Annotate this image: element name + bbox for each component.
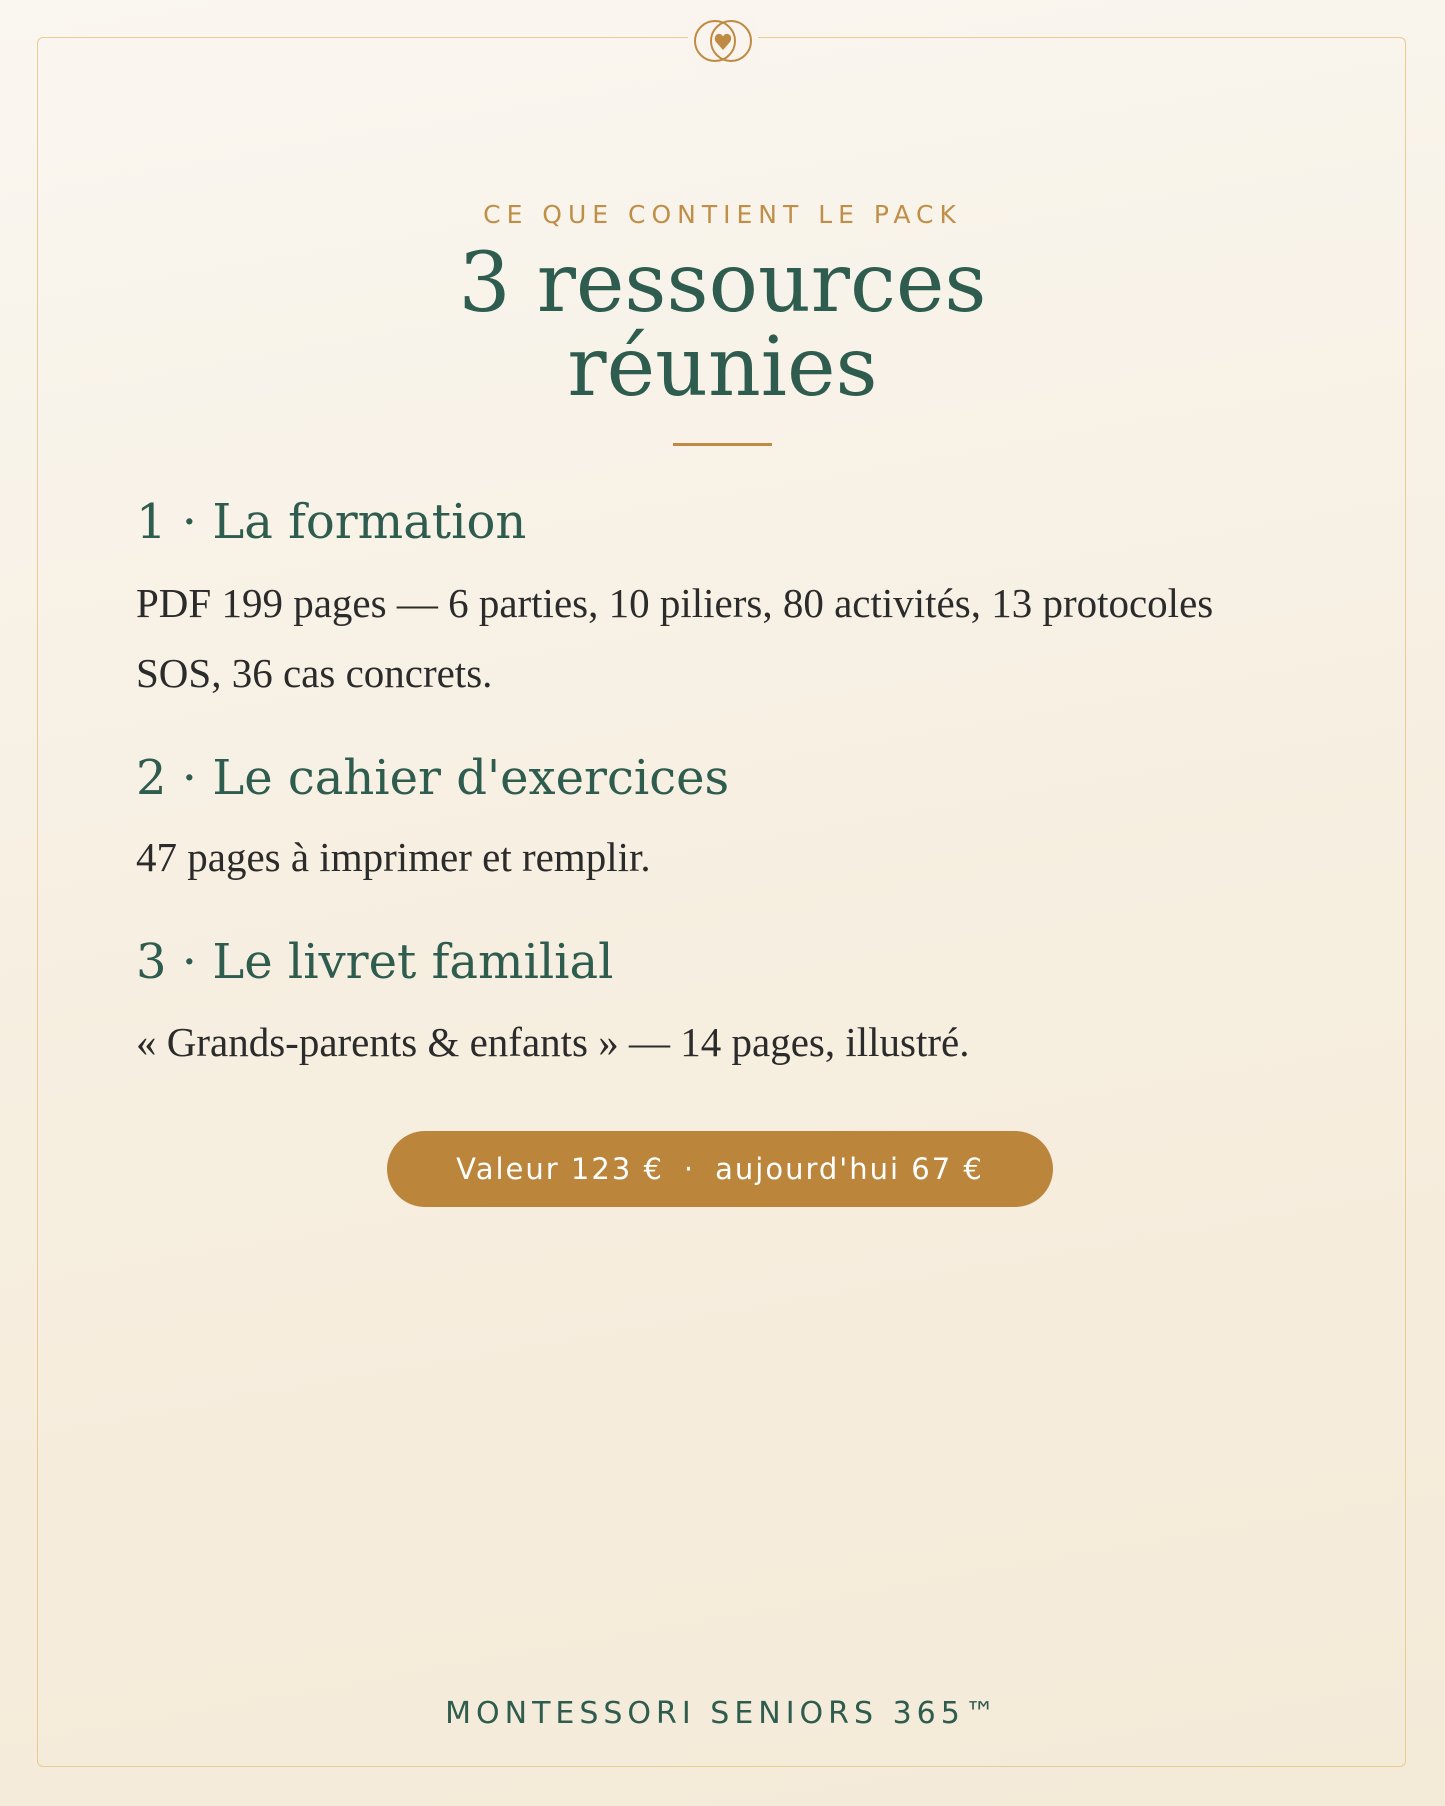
item-description-cahier: 47 pages à imprimer et remplir.	[136, 834, 651, 880]
price-today-label: aujourd'hui 67 €	[715, 1152, 984, 1186]
page-title-line-1: 3 ressources	[458, 236, 987, 331]
page-title-line-2: réunies	[567, 320, 878, 415]
price-button[interactable]	[387, 1131, 1053, 1207]
title-divider	[673, 443, 772, 446]
price-separator: ·	[683, 1152, 696, 1186]
item-description-livret: « Grands-parents & enfants » — 14 pages, illustré.	[136, 1019, 970, 1065]
item-title-livret: 3 · Le livret familial	[136, 934, 614, 990]
item-description-formation: PDF 199 pages — 6 parties, 10 piliers, 80 activités, 13 protocoles SOS, 36 cas concrets.	[136, 580, 1214, 696]
price-value-label: Valeur 123 €	[456, 1152, 664, 1186]
item-title-cahier: 2 · Le cahier d'exercices	[136, 750, 730, 806]
interlocked-rings-heart-icon	[688, 16, 758, 66]
item-title-formation: 1 · La formation	[136, 494, 527, 550]
brand-footer: MONTESSORI SENIORS 365™	[445, 1696, 1000, 1731]
page-title	[0, 236, 1445, 415]
section-eyebrow: CE QUE CONTIENT LE PACK	[483, 200, 962, 229]
